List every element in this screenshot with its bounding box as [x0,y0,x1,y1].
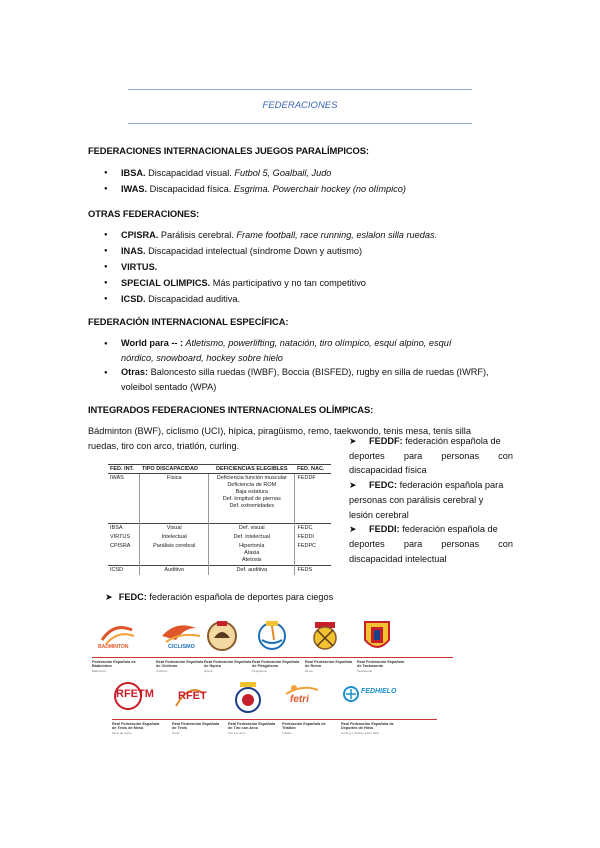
logo-subcaption: Bádminton [92,669,107,673]
item-desc: Parálisis cerebral. [158,230,237,240]
item-name: SPECIAL OLIMPICS. [121,278,211,288]
list-item-cpisra [121,228,516,243]
table-cell: Física [140,474,209,524]
list-item-icsd [121,292,516,307]
deficiency-item: Def. extremidades [229,503,275,509]
deficiency-item: Hipertonía [239,543,265,549]
table-cell: IWAS [108,474,140,524]
canoe-crest-icon [252,618,292,656]
item-desc-cont: discapacidad física [349,465,427,476]
item-name: INAS. [121,246,146,256]
deficiency-item: Baja estatura [235,489,268,495]
table-cell: FEDC [295,524,331,534]
item-extra: Frame football, race running, eslalon silla ruedas. [236,230,438,240]
item-desc: Atletismo, powerlifting, natación, tiro olímpico, esquí alpino, esquí [183,338,452,348]
table-cell: Def. intelectual [209,533,295,542]
logo-hielo [341,680,437,736]
logo-caption: Federación Española de Bádminton [92,660,136,669]
item-name: ICSD. [121,294,146,304]
item-desc-cont: voleibol sentado (WPA) [121,382,217,392]
arrow-right-icon: ➤ [349,480,357,491]
table-cell: FEDPC [297,543,317,549]
heading-paralympic: FEDERACIONES INTERNACIONALES JUEGOS PARALÍMPICOS: [88,145,369,156]
equestrian-crest-icon [204,618,244,656]
table-header-row [108,465,331,474]
logo-wordmark: BADMINTON [98,644,129,650]
logo-caption: Federación Española de Triatlón [282,722,326,731]
item-extra: Esgrima. Powerchair hockey (no olímpico) [233,184,406,194]
bullet [104,170,110,176]
deficiency-item: Ataxia [244,550,260,556]
bullet [104,341,110,347]
table-cell: ICSD [108,566,140,576]
bullet [104,186,110,192]
item-desc-cont: discapacidad intelectual [349,553,447,564]
bullet [104,264,110,270]
table-cell: Def. auditiva [209,566,295,576]
item-desc: Discapacidad auditiva. [145,294,240,304]
header-rule-top [128,89,472,90]
arrow-right-icon: ➤ [105,592,113,602]
heading-others: OTRAS FEDERACIONES: [88,208,200,219]
item-desc: Discapacidad visual. [145,168,235,178]
logo-caption: Real Federación Española de Hípica [204,660,252,669]
item-desc: Baloncesto silla ruedas (IWBF), Boccia (BISFED), rugby en silla de ruedas (IWRF), [148,367,489,377]
logo-caption: Real Federación Española de Tenis de Mesa [112,722,160,731]
table-cell: FEDDF [297,475,316,481]
logo-caption: Real Federación Española de Tiro con Arco [228,722,276,731]
logo-subcaption: Piragüismo [252,669,268,673]
item-desc: federación española para [397,480,504,491]
logo-caption: Real Federación Española de Piragüismo [252,660,300,669]
logo-subcaption: Remo [305,669,314,673]
olympic-line: ruedas, tiro con arco, triatlón, curling. [88,441,240,451]
item-name: IWAS. [121,184,148,194]
item-desc: federación española de [402,436,501,446]
item-desc: federación española de [399,524,498,535]
logo-subcaption: Tenis de mesa [112,731,132,735]
logo-wordmark: CICLISMO [168,644,195,650]
national-item-fedc-blind [105,592,333,603]
table-cell: CPISRA [108,542,140,566]
logo-subcaption: Tiro con arco [228,731,246,735]
table-cell: VIRTUS [108,533,140,542]
table-cell [209,474,295,524]
logo-wordmark: RFETM [116,688,154,700]
table-cell: Auditivo [140,566,209,576]
page-title: FEDERACIONES [262,100,338,111]
table-row [108,533,331,542]
bullet [104,232,110,238]
deficiency-item: Atetosis [241,557,262,563]
table-row [108,566,331,576]
logo-wordmark: fetri [290,694,309,705]
logo-caption: Real Federación Española de Deportes de Hielo [341,722,394,731]
list-item-world-para [121,336,516,366]
item-name: FEDC: [118,592,147,602]
bullet [104,280,110,286]
item-desc: Más participativo y no tan competitivo [210,278,366,288]
logo-rule [357,657,453,658]
arrow-right-icon: ➤ [349,524,357,535]
item-desc-cont: personas con parálisis cerebral y [349,494,484,505]
olympic-line: Bádminton (BWF), ciclismo (UCI), hípica, piragüismo, remo, taekwondo, tenis mesa, tenis silla [88,426,471,436]
item-name: Otras: [121,367,149,377]
heading-specific: FEDERACIÓN INTERNACIONAL ESPECÍFICA: [88,316,289,327]
bullet [104,248,110,254]
table-header: FED. INT. [108,465,140,474]
logo-caption: Real Federación Española de Taekwondo [357,660,405,669]
logo-subcaption: Tenis [172,731,180,735]
logo-subcaption: Hípica [204,669,213,673]
item-desc-cont: nórdico, snowboard, hockey sobre hielo [121,353,283,363]
table-row [108,524,331,534]
list-item-iwas [121,182,516,197]
list-item-inas [121,244,516,259]
badminton-logo-mark [92,618,152,656]
table-cell: FEDS [295,566,331,576]
table-row [108,474,331,524]
header-rule-bottom [128,123,472,124]
item-extra: Futbol 5, Goalball, Judo [234,168,332,178]
item-desc-cont: deportes para personas con [349,450,513,461]
national-item-feddi [349,522,513,537]
logo-subcaption: Ciclismo [156,669,168,673]
table-cell: Visual [140,524,209,534]
list-item-otras [121,365,516,395]
table-header: TIPO DISCAPACIDAD [140,465,209,474]
list-item-special-olympics [121,276,516,291]
list-item-ibsa [121,166,516,181]
table-row [108,542,331,566]
table-cell [209,542,295,566]
item-desc-cont: lesión cerebral [349,509,409,520]
logo-wordmark: RFET [178,690,207,702]
bullet [104,296,110,302]
item-name: World para -- : [121,338,184,348]
bullet [104,370,110,376]
logo-subcaption: Triatlón [282,731,292,735]
logo-subcaption: Curling y Hockey sobre hielo [341,731,380,735]
rowing-crest-icon [305,618,345,656]
logo-rule [341,719,437,720]
table-header: DEFICIENCIAS ELEGIBLES [209,465,295,474]
logo-caption: Real Federación Española de Ciclismo [156,660,204,669]
table-cell: Def. visual [209,524,295,534]
federations-table [108,464,331,575]
item-name: FEDDF: [369,436,403,446]
heading-olympic: INTEGRADOS FEDERACIONES INTERNACIONALES OLÍMPICAS: [88,404,374,415]
ice-sports-logo-mark [341,680,401,718]
taekwondo-crest-icon [357,618,397,656]
deficiency-item: Deficiencia función muscular [216,475,287,481]
national-item-feddf [349,434,513,449]
arrow-right-icon: ➤ [349,436,357,446]
table-cell: IBSA [108,524,140,534]
archery-crest-icon [228,680,268,718]
item-desc: Discapacidad intelectual (síndrome Down y autismo) [145,246,363,256]
item-name: FEDDI: [369,524,400,535]
item-desc-cont: deportes para personas con [349,538,513,549]
table-cell: FEDDI [297,534,314,540]
table-cell: Intelectual [140,533,209,542]
item-name: FEDC: [369,480,398,491]
national-federations [349,434,513,566]
item-name: IBSA. [121,168,146,178]
logo-caption: Real Federación Española de Remo [305,660,353,669]
table-cell: Parálisis cerebral [140,542,209,566]
deficiency-item: Deficiencia de ROM [227,482,277,488]
national-item-fedc [349,478,513,493]
item-name: CPISRA. [121,230,159,240]
deficiency-item: Def. longitud de piernas [222,496,281,502]
logo-subcaption: Taekwondo [357,669,373,673]
item-desc: Discapacidad física. [147,184,234,194]
item-desc: federación española de deportes para ciegos [146,592,334,602]
item-name: VIRTUS. [121,262,158,272]
list-item-virtus [121,260,516,275]
logo-taekwondo [357,618,453,674]
logo-caption: Real Federación Española de Tenis [172,722,220,731]
logo-wordmark: FEDHIELO [361,688,397,695]
table-header: FED. NAC. [295,465,331,474]
